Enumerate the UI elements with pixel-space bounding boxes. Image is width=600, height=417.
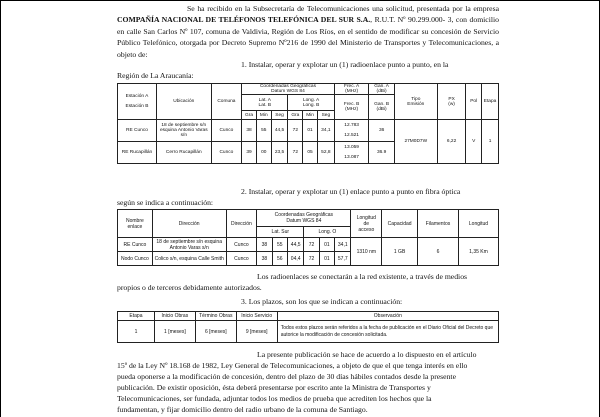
item-2-heading: 2. Instalar, operar y explotar un (1) enlace punto a punto en fibra óptica (241, 187, 461, 196)
table-row: RE Cunco 18 de septiembre s/n esquina Antonio Varas s/n Cunco 38 55 44,5 72 01 34,1 12.783 12.521 36 27M0D7W 6,22 V 1 (118, 120, 499, 142)
table-row: RE Cunco 18 de septiembre s/n esquina Antonio Varas s/n Cunco 38 55 44,5 72 01 34,1 1310 nm 1 GB 6 1,35 Km (118, 238, 499, 252)
fiber-link-table (117, 209, 499, 266)
item-3-heading: 3. Los plazos, son los que se indican a continuación: (241, 297, 403, 306)
th-pol: Pol (466, 84, 482, 120)
table-header-row: Lat. Sur Long. O (118, 227, 499, 238)
page-border-left (0, 0, 1, 417)
item-2-subheading: según se indica a continuación: (117, 198, 214, 207)
publication-line-2: 15º de la Ley Nº 18.168 de 1982, Ley General de Telecomunicaciones, a objeto de que el que tenga interés en ello (117, 361, 468, 370)
table-row: Nodo Cunco Colico s/n, esquina Calle Smith Cunco 38 56 04,4 72 01 57,7 (118, 252, 499, 266)
radio-link-table (117, 83, 499, 164)
table-row: 1 1 [meses] 6 [meses] 9 [meses] Todos estos plazos serán referidos a la fecha de publicación en el Diario Oficial del Decreto que autorice la modificación de concesión solicitada. (118, 321, 499, 343)
th-tipo-emision: Tipo Emisión (394, 84, 437, 120)
th-px: PX (w) (437, 84, 465, 120)
table-header-row: Etapa Inicio Obras Término Obras Inicio Servicio Observación (118, 312, 499, 321)
connection-note-line-1: Los radioenlaces se conectarán a la red existente, a través de medios (257, 272, 468, 281)
publication-line-4: publicación. De existir oposición, ésta deberá presentarse por escrito ante la Ministra de Transportes y (117, 383, 431, 392)
table-header-row: Lat. A Lat. B Long. A Long. B Frec. B (MHz) Gan. B (dBi) (118, 95, 499, 111)
publication-line-1: La presente publicación se hace de acuerdo a lo dispuesto en el artículo (257, 350, 477, 359)
th-etapa: Etapa (482, 84, 499, 120)
table-header-row (118, 84, 499, 95)
item-1-heading: 1. Instalar, operar y explotar un (1) radioenlace punto a punto, en la (241, 60, 449, 69)
publication-line-5: Telecomunicaciones, ser fundada, adjuntar todos los medios de prueba que acrediten los hechos que la (117, 394, 432, 403)
schedule-table (117, 311, 499, 343)
company-name: COMPAÑÍA NACIONAL DE TELÉFONOS TELEFÓNICA DEL SUR S.A. (117, 15, 371, 25)
item-1-region: Región de La Araucanía: (117, 71, 194, 80)
th-gan-a: Gan. A (dBi) (369, 84, 394, 95)
table-header-row: Nombre enlace Dirección Dirección Coordenadas Geográficas Datum WGS 84 Longitud de acceso Capacidad Filamentos Longitud (118, 210, 499, 227)
th-ubicacion: Ubicación (156, 84, 211, 120)
th-gan-b: Gan. B (dBi) (369, 95, 394, 120)
table-row: RE Rucapillán Cerro Rucapillán Cunco 39 00 23,5 72 05 52,8 13.059 13.087 36.9 (118, 142, 499, 164)
table-header-row: Gra Min Seg Gra Min Seg (118, 111, 499, 120)
th-frec-a: Frec. A (MHz) (334, 84, 369, 95)
th-coordenadas: Coordenadas Geográficas Datum WGS 84 (242, 84, 335, 95)
connection-note-line-2: propios o de terceros debidamente autorizados. (117, 283, 262, 292)
page-border-top (0, 0, 600, 1)
th-comuna: Comuna (211, 84, 242, 120)
publication-line-6: fundamentan, y fijar domicilio dentro del radio urbano de la comuna de Santiago. (117, 405, 368, 414)
th-frec-b: Frec. B (MHz) (334, 95, 369, 120)
publication-line-3: pueda oponerse a la modificación de concesión, dentro del plazo de 30 días hábiles contados desde la presente (117, 372, 456, 381)
th-estacion: Estación A Estación B (118, 84, 157, 120)
intro-paragraph: Se ha recibido en la Subsecretaría de Telecomunicaciones una solicitud, presentada por la empresa COMPAÑÍA NACIONAL DE TELÉFONOS TELEFÓNICA DEL SUR S.A., R.U.T. Nº 90.299.000- 3, con domicilio en calle San Carlos Nº 107, comuna de Valdivia, Región de Los Ríos, en el sentido de modificar su concesión de Servicio Público Telefónico, otorgada por Decreto Supremo Nº216 de 1990 del Ministerio de Transportes y Telecomunicaciones, a objeto de: (117, 4, 499, 59)
